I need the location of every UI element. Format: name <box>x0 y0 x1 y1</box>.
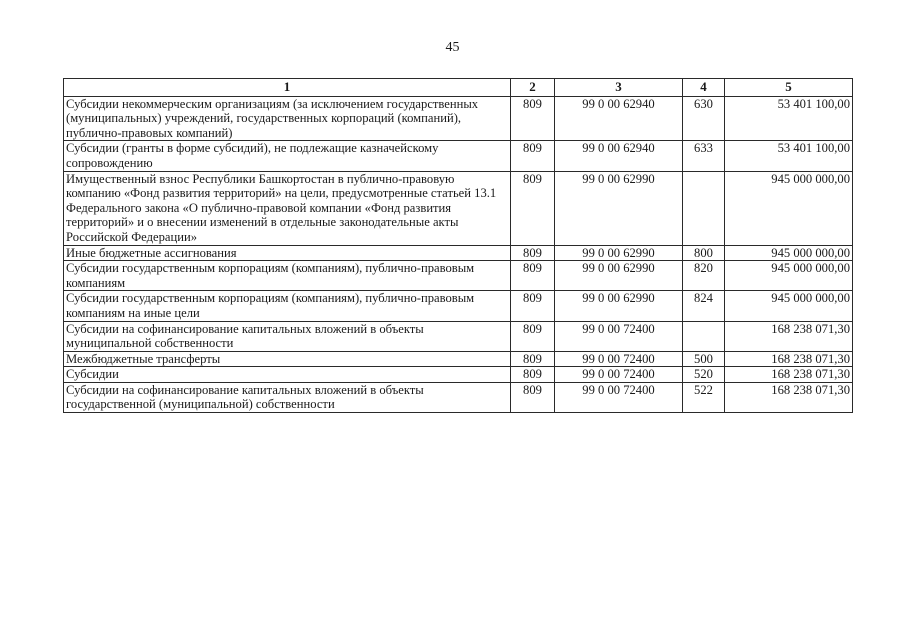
row-amount: 53 401 100,00 <box>725 141 853 171</box>
row-amount: 945 000 000,00 <box>725 261 853 291</box>
table-row <box>64 382 853 412</box>
row-amount: 168 238 071,30 <box>725 382 853 412</box>
row-ministry: 809 <box>511 367 555 383</box>
table-row <box>64 245 853 261</box>
row-target: 99 0 00 72400 <box>555 351 683 367</box>
table-row <box>64 141 853 171</box>
row-type: 820 <box>683 261 725 291</box>
row-type: 522 <box>683 382 725 412</box>
table-row <box>64 171 853 245</box>
row-name: Межбюджетные трансферты <box>64 351 511 367</box>
row-target: 99 0 00 72400 <box>555 382 683 412</box>
row-type: 824 <box>683 291 725 321</box>
row-name: Субсидии государственным корпорациям (компаниям), публично-правовым компаниям <box>64 261 511 291</box>
row-amount: 168 238 071,30 <box>725 351 853 367</box>
row-target: 99 0 00 62990 <box>555 261 683 291</box>
row-amount: 168 238 071,30 <box>725 321 853 351</box>
row-name: Субсидии на софинансирование капитальных вложений в объекты государственной (муниципальной) собственности <box>64 382 511 412</box>
row-name: Субсидии (гранты в форме субсидий), не подлежащие казначейскому сопровождению <box>64 141 511 171</box>
row-ministry: 809 <box>511 171 555 245</box>
header-row <box>64 79 853 97</box>
table-row <box>64 367 853 383</box>
row-amount: 945 000 000,00 <box>725 291 853 321</box>
row-ministry: 809 <box>511 291 555 321</box>
budget-table <box>63 78 853 413</box>
row-type: 630 <box>683 96 725 141</box>
row-target: 99 0 00 62990 <box>555 171 683 245</box>
row-target: 99 0 00 62940 <box>555 96 683 141</box>
row-name: Субсидии на софинансирование капитальных вложений в объекты муниципальной собственности <box>64 321 511 351</box>
header-col-ministry: 2 <box>511 79 555 97</box>
header-col-type: 4 <box>683 79 725 97</box>
table-row <box>64 291 853 321</box>
table-row <box>64 261 853 291</box>
row-type: 520 <box>683 367 725 383</box>
row-type <box>683 321 725 351</box>
row-name: Иные бюджетные ассигнования <box>64 245 511 261</box>
header-col-target: 3 <box>555 79 683 97</box>
table-row <box>64 351 853 367</box>
table-header <box>64 79 853 97</box>
page-number: 45 <box>445 40 460 55</box>
row-type: 500 <box>683 351 725 367</box>
row-name: Имущественный взнос Республики Башкортостан в публично-правовую компанию «Фонд развития территорий» на цели, предусмотренные статьей 13.1 Федерального закона «О публично-правовой компании «Фонд развития территорий» и о внесении изменений в отдельные законодательные акты Российской Федерации» <box>64 171 511 245</box>
table-row <box>64 96 853 141</box>
table-row <box>64 321 853 351</box>
header-col-amount: 5 <box>725 79 853 97</box>
row-type: 800 <box>683 245 725 261</box>
row-name: Субсидии государственным корпорациям (компаниям), публично-правовым компаниям на иные цели <box>64 291 511 321</box>
row-ministry: 809 <box>511 245 555 261</box>
row-amount: 168 238 071,30 <box>725 367 853 383</box>
row-ministry: 809 <box>511 351 555 367</box>
row-ministry: 809 <box>511 96 555 141</box>
row-type <box>683 171 725 245</box>
header-col-name: 1 <box>64 79 511 97</box>
row-name: Субсидии <box>64 367 511 383</box>
row-ministry: 809 <box>511 261 555 291</box>
row-target: 99 0 00 62940 <box>555 141 683 171</box>
row-target: 99 0 00 72400 <box>555 367 683 383</box>
row-target: 99 0 00 62990 <box>555 291 683 321</box>
row-target: 99 0 00 72400 <box>555 321 683 351</box>
row-amount: 53 401 100,00 <box>725 96 853 141</box>
row-amount: 945 000 000,00 <box>725 171 853 245</box>
row-ministry: 809 <box>511 382 555 412</box>
table-body <box>64 96 853 412</box>
row-name: Субсидии некоммерческим организациям (за исключением государственных (муниципальных) учреждений, государственных корпораций (компаний), публично-правовых компаний) <box>64 96 511 141</box>
row-ministry: 809 <box>511 321 555 351</box>
row-amount: 945 000 000,00 <box>725 245 853 261</box>
row-type: 633 <box>683 141 725 171</box>
row-ministry: 809 <box>511 141 555 171</box>
row-target: 99 0 00 62990 <box>555 245 683 261</box>
